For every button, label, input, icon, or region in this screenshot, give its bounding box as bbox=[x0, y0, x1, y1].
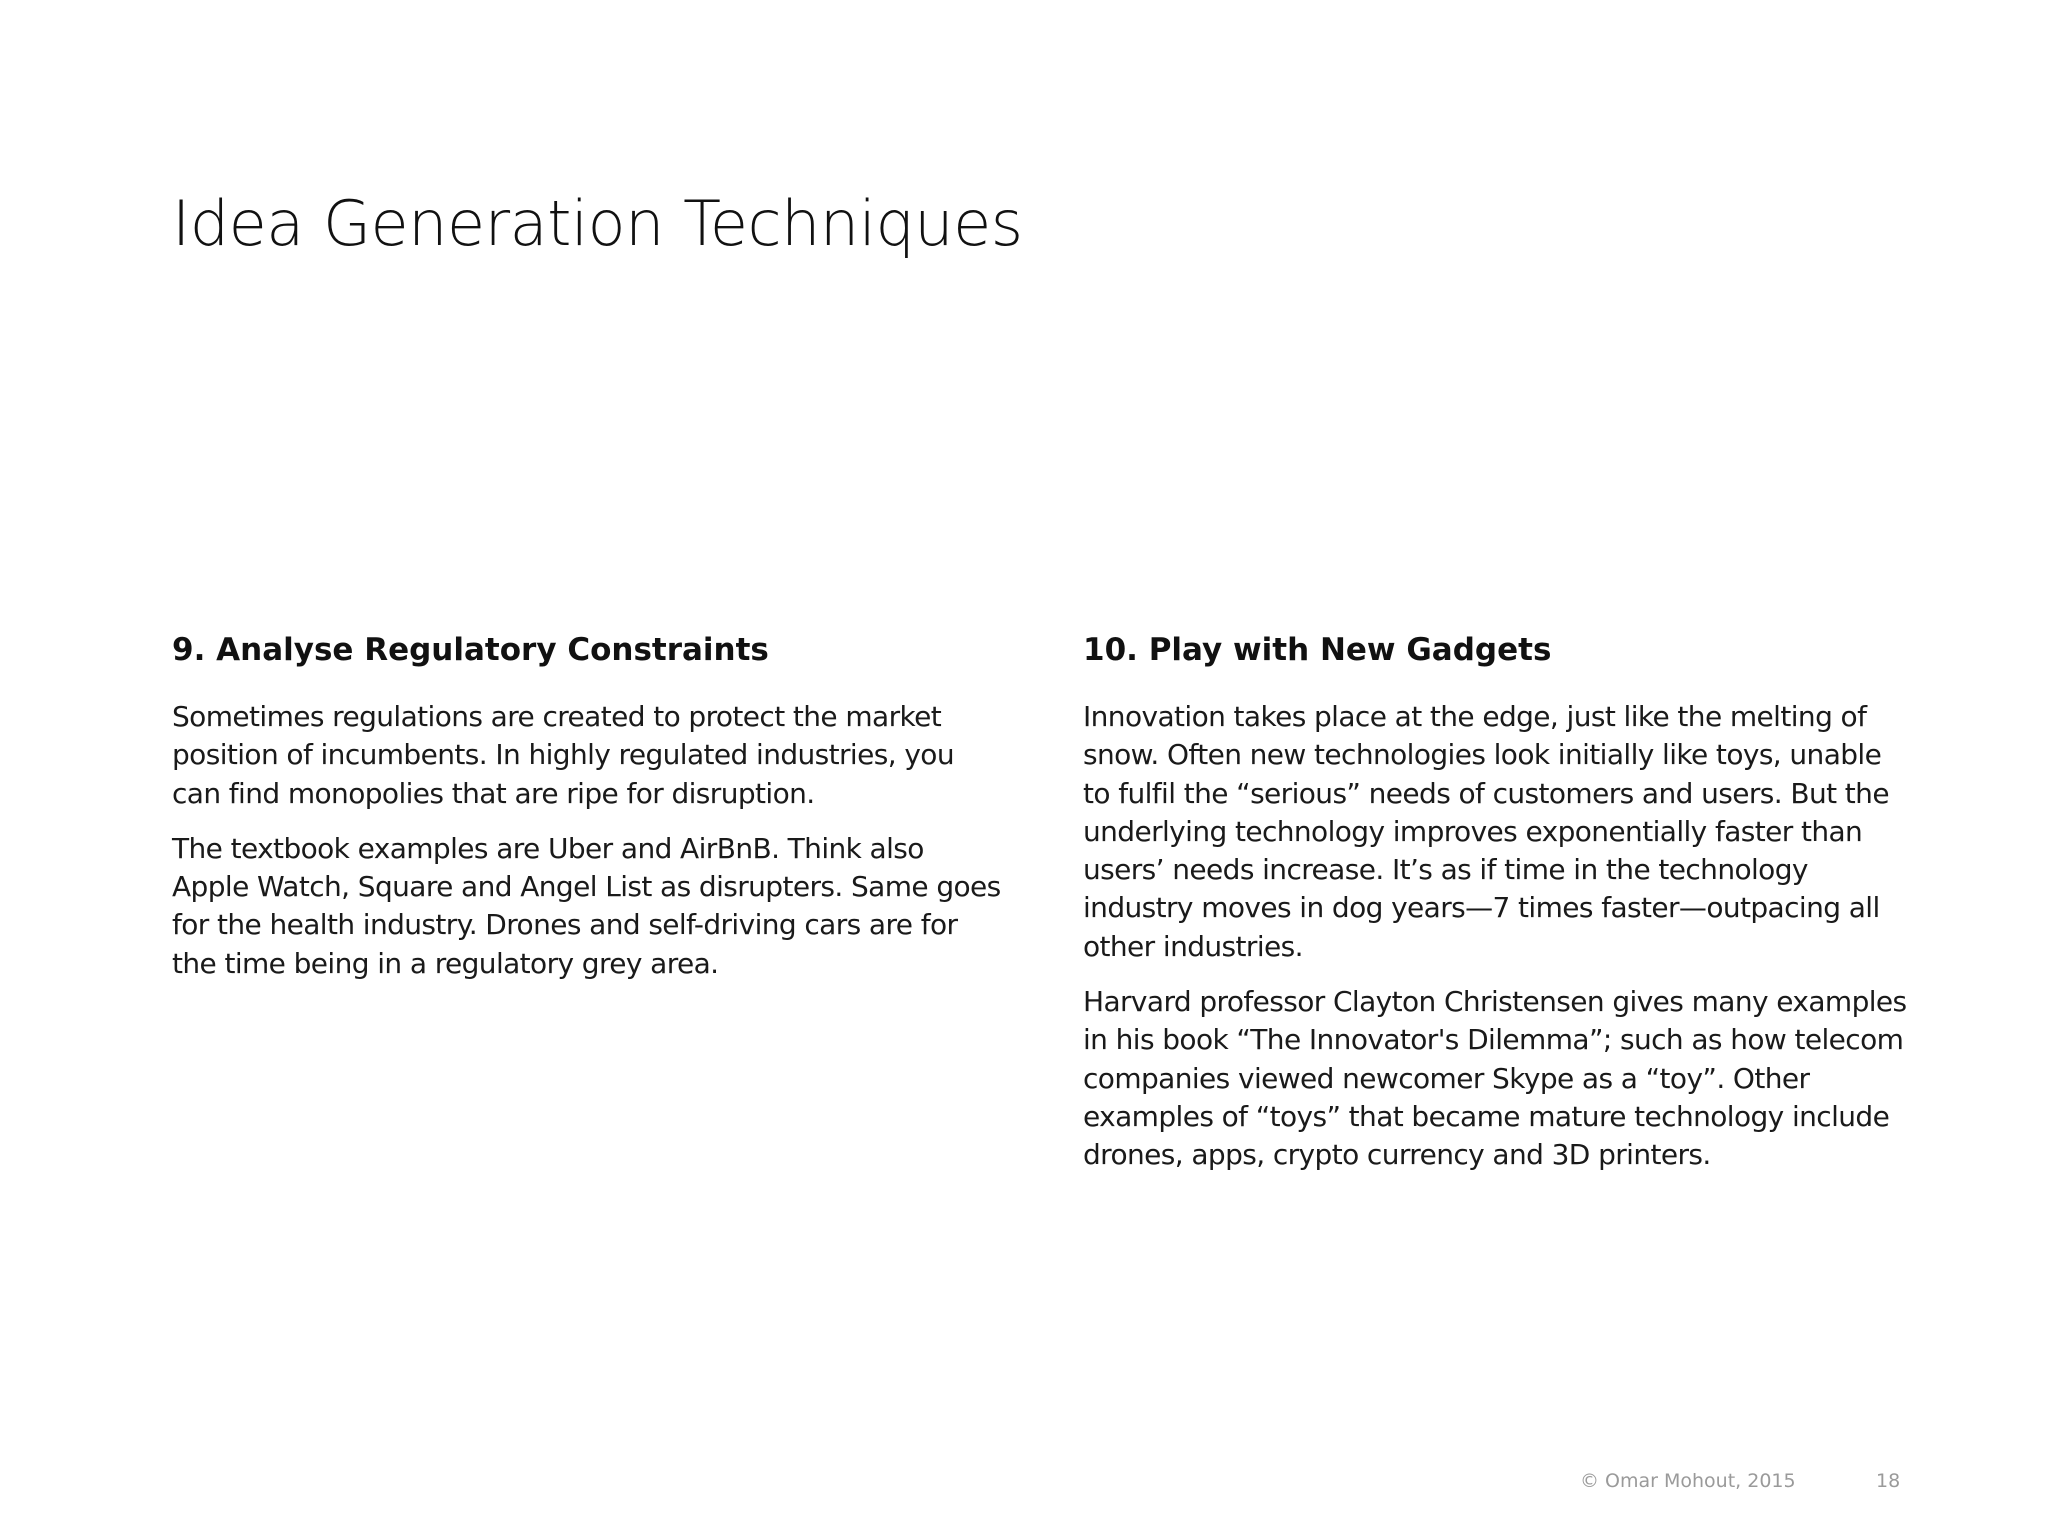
section-regulatory-constraints bbox=[172, 628, 1002, 1000]
footer-copyright: © Omar Mohout, 2015 bbox=[1580, 1470, 1796, 1492]
section-heading: 10. Play with New Gadgets bbox=[1083, 632, 1552, 668]
section-paragraph: Sometimes regulations are created to protect the market position of incumbents. In highly regulated industries, you can find monopolies that are ripe for disruption. bbox=[172, 700, 954, 810]
page-number: 18 bbox=[1876, 1470, 1901, 1492]
section-paragraph: Harvard professor Clayton Christensen gives many examples in his book “The Innovator's Dilemma”; such as how telecom companies viewed newcomer Skype as a “toy”. Other examples of “toys” that became mature technology include drones, apps, crypto currency and 3D printers. bbox=[1083, 985, 1907, 1172]
section-paragraph: The textbook examples are Uber and AirBnB. Think also Apple Watch, Square and Angel List as disrupters. Same goes for the health industry. Drones and self-driving cars are for the time being in a regulatory grey area. bbox=[172, 831, 1001, 980]
section-new-gadgets bbox=[1083, 628, 1913, 1192]
section-heading: 9. Analyse Regulatory Constraints bbox=[172, 632, 769, 668]
section-paragraph: Innovation takes place at the edge, just like the melting of snow. Often new technologies look initially like toys, unable to fulfil the “serious” needs of customers and users. But the underlying technology improves exponentially faster than users’ needs increase. It’s as if time in the technology industry moves in dog years—7 times faster—outpacing all other industries. bbox=[1083, 700, 1889, 963]
slide-title: Idea Generation Techniques bbox=[172, 187, 1023, 260]
